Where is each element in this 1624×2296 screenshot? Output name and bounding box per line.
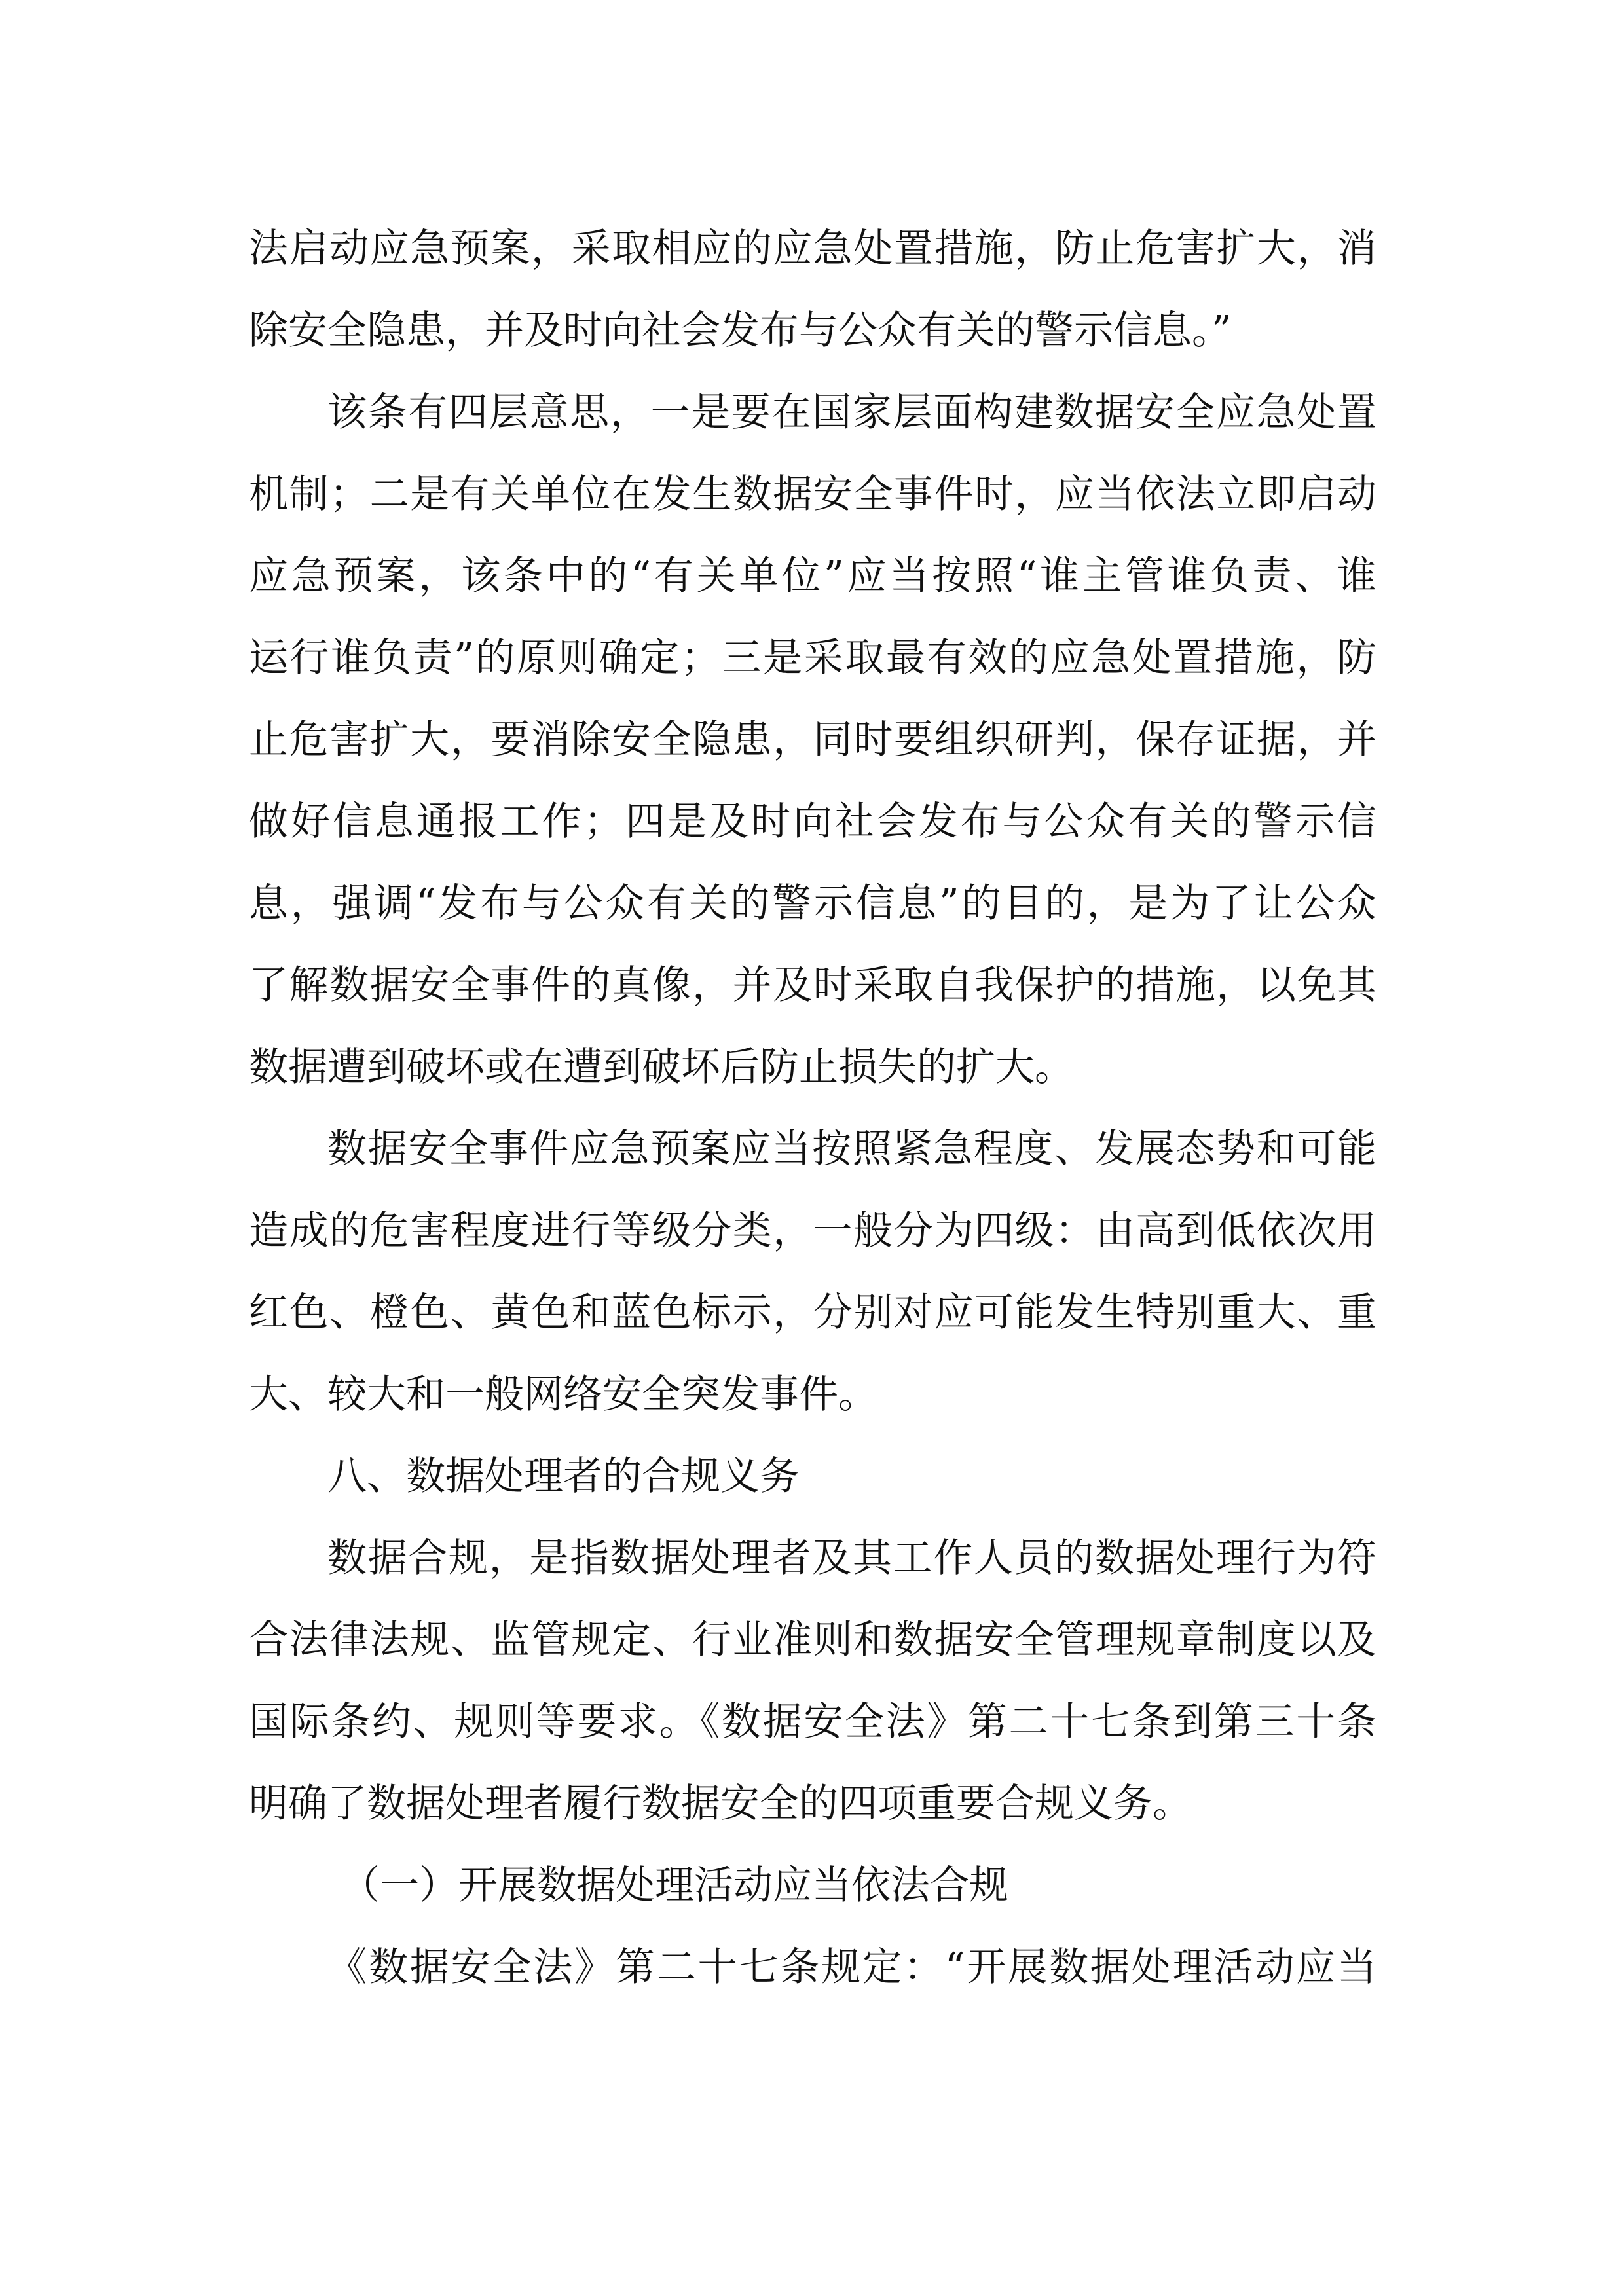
text-line: 应急预案，该条中的“有关单位”应当按照“谁主管谁负责、谁 (249, 553, 1376, 599)
heading-line: （一）开展数据处理活动应当依法合规 (341, 1863, 1008, 1908)
text-line: 数据合规，是指数据处理者及其工作人员的数据处理行为符 (327, 1535, 1376, 1581)
text-line: 国际条约、规则等要求。《数据安全法》第二十七条到第三十条 (249, 1699, 1376, 1745)
text-line: 造成的危害程度进行等级分类，一般分为四级：由高到低依次用 (249, 1208, 1376, 1254)
subsection-heading (249, 1845, 1376, 1927)
paragraph-four-meanings (249, 372, 1376, 1108)
text-line: 数据安全事件应急预案应当按照紧急程度、发展态势和可能 (327, 1126, 1376, 1172)
paragraph-continuation (249, 208, 1376, 372)
paragraph-article-27 (249, 1927, 1376, 2009)
text-line: 运行谁负责”的原则确定；三是采取最有效的应急处置措施，防 (249, 635, 1376, 681)
text-line: 数据遭到破坏或在遭到破坏后防止损失的扩大。 (249, 1044, 1074, 1090)
text-line: 合法律法规、监管规定、行业准则和数据安全管理规章制度以及 (249, 1617, 1376, 1663)
text-line: 大、较大和一般网络安全突发事件。 (249, 1372, 877, 1417)
text-line: 息，强调“发布与公众有关的警示信息”的目的，是为了让公众 (249, 881, 1376, 926)
paragraph-emergency-plan-levels (249, 1108, 1376, 1436)
text-line: 该条有四层意思，一是要在国家层面构建数据安全应急处置 (327, 390, 1376, 435)
text-line: 法启动应急预案，采取相应的应急处置措施，防止危害扩大，消 (249, 226, 1376, 272)
text-line: 了解数据安全事件的真像，并及时采取自我保护的措施，以免其 (249, 962, 1376, 1008)
text-line: 止危害扩大，要消除安全隐患，同时要组织研判，保存证据，并 (249, 717, 1376, 763)
text-line: 机制；二是有关单位在发生数据安全事件时，应当依法立即启动 (249, 471, 1376, 517)
document-page (249, 208, 1376, 2009)
text-line: 除安全隐患，并及时向社会发布与公众有关的警示信息。” (249, 308, 1232, 354)
section-heading (249, 1436, 1376, 1518)
heading-line: 八、数据处理者的合规义务 (327, 1453, 799, 1499)
text-line: 《数据安全法》第二十七条规定：“开展数据处理活动应当 (327, 1944, 1376, 1990)
paragraph-data-compliance (249, 1518, 1376, 1845)
text-line: 做好信息通报工作；四是及时向社会发布与公众有关的警示信 (249, 799, 1376, 845)
text-line: 明确了数据处理者履行数据安全的四项重要合规义务。 (249, 1781, 1192, 1827)
text-line: 红色、橙色、黄色和蓝色标示，分别对应可能发生特别重大、重 (249, 1290, 1376, 1336)
